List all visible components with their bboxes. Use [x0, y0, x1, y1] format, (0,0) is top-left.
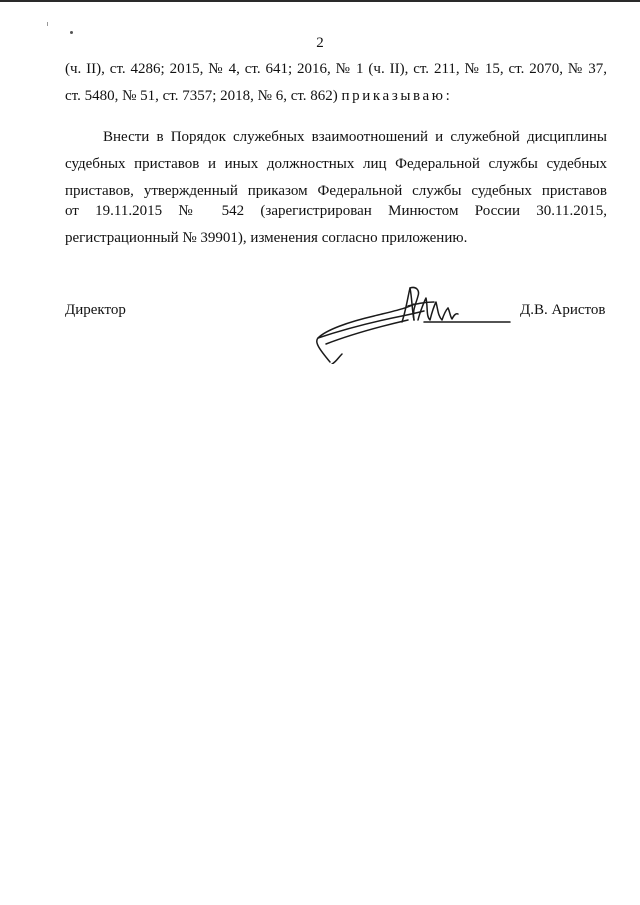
handwritten-signature [312, 282, 512, 364]
text-line-2 [65, 87, 607, 106]
text-line-1: (ч. II), ст. 4286; 2015, № 4, ст. 641; 2016, № 1 (ч. II), ст. 211, № 15, ст. 2070, № 37, [65, 61, 607, 77]
paragraph-line-1: Внести в Порядок служебных взаимоотношений и служебной дисциплины [103, 129, 607, 145]
signer-name: Д.В. Аристов [520, 302, 606, 318]
scan-speck [47, 22, 48, 26]
order-keyword: приказываю: [341, 88, 453, 104]
top-edge-rule [0, 0, 640, 2]
paragraph-line-5: регистрационный № 39901), изменения согласно приложению. [65, 230, 468, 246]
paragraph-line-2: судебных приставов и иных должностных лиц Федеральной службы судебных [65, 156, 607, 172]
text-line-2-main: ст. 5480, № 51, ст. 7357; 2018, № 6, ст. 862) [65, 88, 342, 104]
scan-dot [70, 31, 73, 34]
paragraph-line-4: от 19.11.2015 № 542 (зарегистрирован Минюстом России 30.11.2015, [65, 203, 607, 219]
paragraph-line-3: приставов, утвержденный приказом Федеральной службы судебных приставов [65, 183, 607, 199]
signer-position: Директор [65, 302, 126, 318]
page-number: 2 [316, 35, 324, 51]
